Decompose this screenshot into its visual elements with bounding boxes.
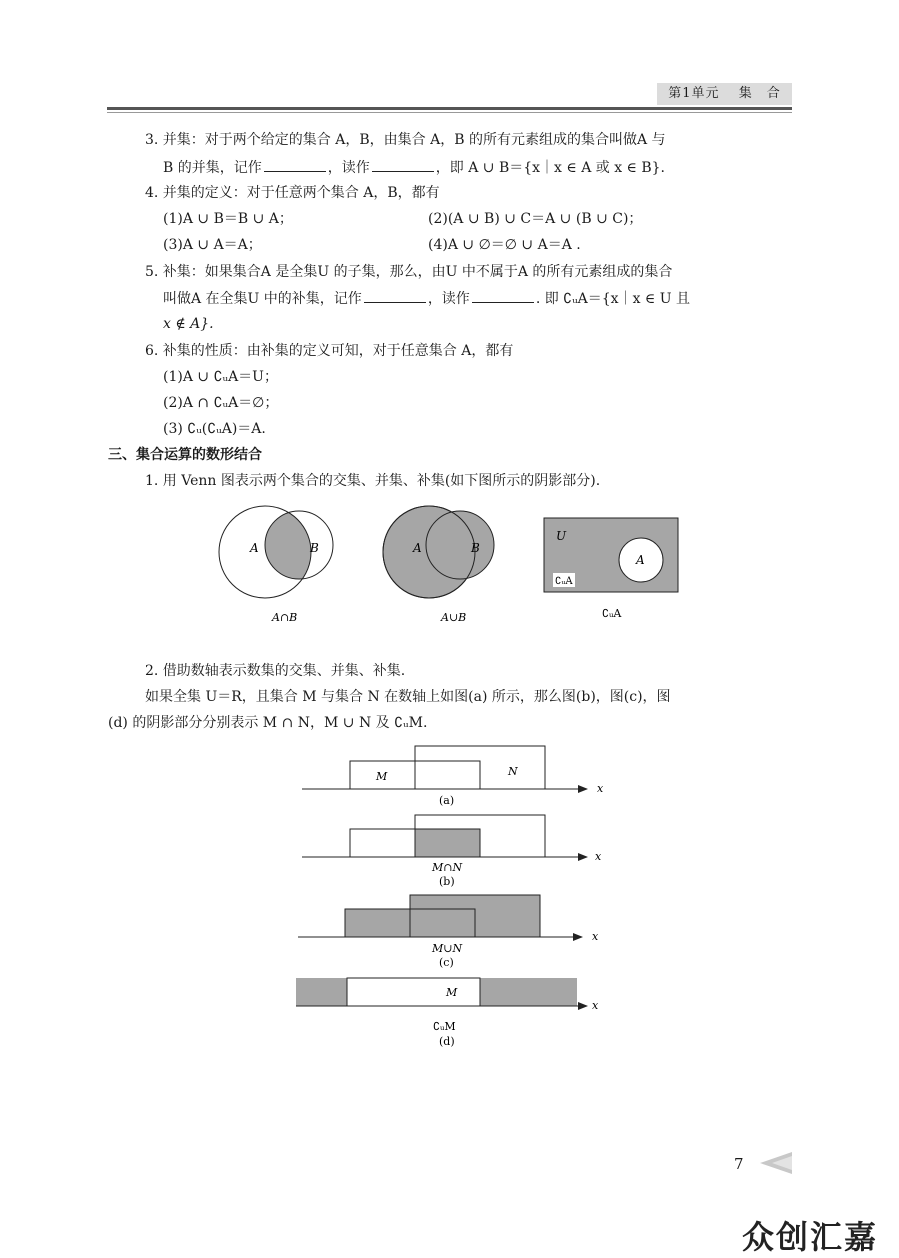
venn-union (383, 506, 494, 624)
axis-label: x (592, 930, 599, 943)
fill-blank (472, 288, 534, 303)
complement-def-line2 (163, 288, 690, 309)
numline-b (302, 815, 602, 888)
numline-a (302, 746, 604, 807)
complement-prop-1: (1)A ∪ ∁ᵤA＝U； (163, 369, 278, 385)
caption: (a) (439, 794, 455, 807)
complement-inner-label: ∁ᵤA (555, 576, 573, 587)
complement-def-read: ，读作 (427, 291, 470, 307)
caption: (c) (439, 956, 454, 969)
complement-def-line1: 5. 补集：如果集合A 是全集U 的子集，那么，由U 中不属于A 的所有元素组成的集合 (145, 264, 673, 280)
complement-shade-left (296, 978, 347, 1006)
union-prop-4: (4)A ∪ ∅＝∅ ∪ A＝A . (428, 237, 581, 253)
numline-c (298, 895, 599, 969)
intersection-shade (415, 829, 480, 857)
union-def-formula: ，即 A ∪ B＝{x｜x ∈ A 或 x ∈ B}. (435, 160, 666, 176)
venn-label-a: A (636, 553, 645, 567)
interval-m (347, 978, 480, 1006)
sublabel: M∩N (432, 861, 463, 874)
complement-def-line3: x ∉ A}. (163, 316, 214, 332)
venn-caption: A∩B (272, 611, 298, 624)
union-def-notation: B 的并集，记作 (163, 160, 262, 176)
venn-caption: A∪B (441, 611, 467, 624)
union-prop-1: (1)A ∪ B＝B ∪ A； (163, 211, 293, 227)
venn-label-a: A (413, 541, 422, 555)
venn-complement (544, 518, 678, 620)
section-heading: 三、集合运算的数形结合 (108, 447, 262, 463)
union-props-title: 4. 并集的定义：对于任意两个集合 A，B，都有 (145, 185, 440, 201)
union-def-line2 (163, 157, 665, 178)
union-prop-2: (2)(A ∪ B) ∪ C＝A ∪ (B ∪ C)； (428, 211, 643, 227)
numline-paragraph-1: 如果全集 U＝R，且集合 M 与集合 N 在数轴上如图(a) 所示，那么图(b)，图(c)，图 (145, 689, 671, 705)
sublabel: M∪N (432, 942, 463, 955)
venn-label-b: B (471, 541, 480, 555)
header-rule (107, 107, 792, 110)
union-prop-3: (3)A ∪ A＝A； (163, 237, 262, 253)
complement-prop-3: (3) ∁ᵤ(∁ᵤA)＝A. (163, 421, 266, 437)
number-line-diagrams (290, 740, 620, 1060)
label-n: N (508, 765, 518, 778)
fill-blank (364, 288, 426, 303)
complement-props-title: 6. 补集的性质：由补集的定义可知，对于任意集合 A，都有 (145, 343, 514, 359)
axis-label: x (595, 850, 602, 863)
complement-shade-right (480, 978, 577, 1006)
venn-diagrams (200, 500, 700, 630)
complement-def-notation: 叫做A 在全集U 中的补集，记作 (163, 291, 362, 307)
venn-label-a: A (250, 541, 259, 555)
watermark: 众创汇嘉 (742, 1218, 879, 1256)
venn-circle-b-filled (426, 511, 494, 579)
page-arrow-icon (758, 1150, 794, 1176)
axis-label: x (592, 999, 599, 1012)
fill-blank (372, 157, 434, 172)
sublabel: ∁ᵤM (433, 1020, 456, 1033)
caption: (d) (439, 1035, 455, 1048)
running-header (657, 83, 792, 105)
fill-blank (264, 157, 326, 172)
venn-label-b: B (310, 541, 319, 555)
union-def-line1: 3. 并集：对于两个给定的集合 A，B，由集合 A，B 的所有元素组成的集合叫做A 与 (145, 132, 666, 148)
unit-title: 集 合 (738, 86, 781, 101)
label-m: M (446, 986, 458, 999)
label-m: M (376, 770, 388, 783)
axis-label: x (597, 782, 604, 795)
numline-intro: 2. 借助数轴表示数集的交集、并集、补集. (145, 663, 406, 679)
caption: (b) (439, 875, 455, 888)
numline-d (296, 978, 599, 1048)
numline-paragraph-2: (d) 的阴影部分分别表示 M ∩ N，M ∪ N 及 ∁ᵤM. (108, 715, 428, 731)
union-def-read: ，读作 (327, 160, 370, 176)
unit-label: 第1单元 (668, 86, 720, 101)
venn-intersection (219, 506, 333, 624)
header-rule-thin (107, 112, 792, 113)
page-number: 7 (734, 1155, 744, 1173)
complement-prop-2: (2)A ∩ ∁ᵤA＝∅； (163, 395, 279, 411)
venn-label-u: U (556, 529, 567, 543)
venn-caption: ∁ᵤA (602, 607, 622, 620)
venn-intro: 1. 用 Venn 图表示两个集合的交集、并集、补集(如下图所示的阴影部分). (145, 473, 601, 489)
complement-def-formula: . 即 ∁ᵤA＝{x｜x ∈ U 且 (535, 291, 690, 307)
